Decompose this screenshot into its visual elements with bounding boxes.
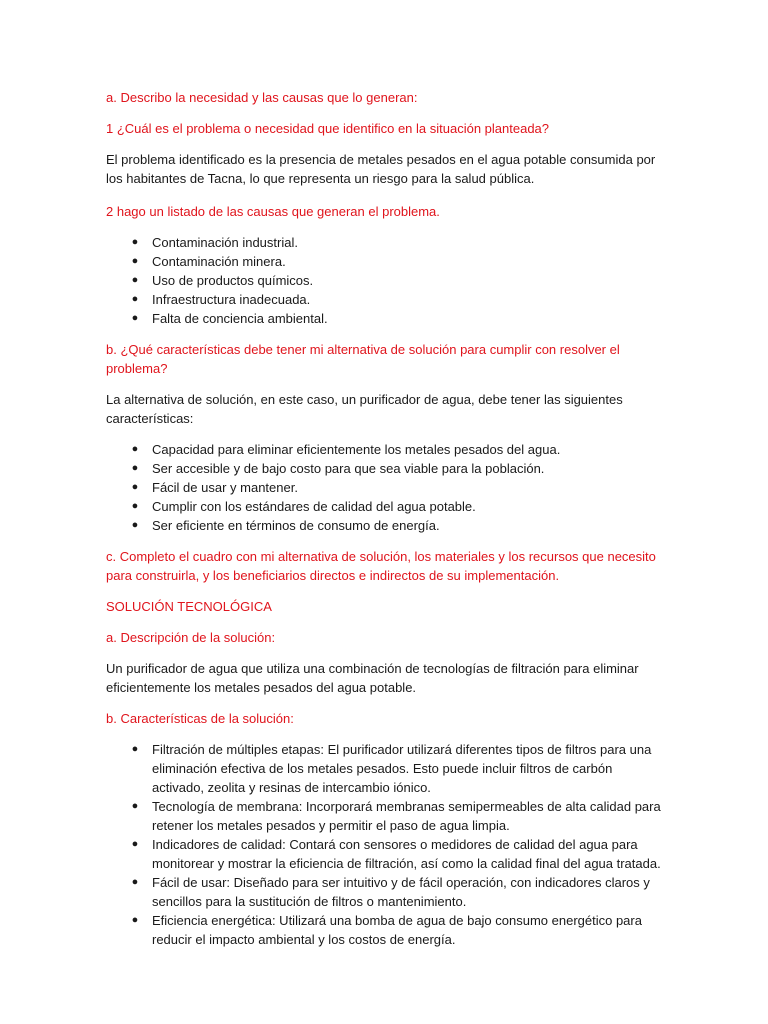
bullet-icon: ● <box>131 293 139 305</box>
bullet-icon: ● <box>131 800 139 812</box>
answer-1: El problema identificado es la presencia de metales pesados en el agua potable consumida por los habitantes de Tacna, lo que representa un riesgo para la salud pública. <box>106 152 656 186</box>
bullet-icon: ● <box>131 838 139 850</box>
heading-b: b. ¿Qué características debe tener mi alternativa de solución para cumplir con resolver el problema? <box>106 342 620 376</box>
description-text: Un purificador de agua que utiliza una combinación de tecnologías de filtración para eliminar eficientemente los metales pesados del agua potable. <box>106 661 639 695</box>
bullet-icon: ● <box>131 743 139 755</box>
solution-title: SOLUCIÓN TECNOLÓGICA <box>106 599 272 614</box>
list-item: ● Ser accesible y de bajo costo para que sea viable para la población. <box>131 461 545 476</box>
list-item: ● Infraestructura inadecuada. <box>131 292 311 307</box>
description-heading: a. Descripción de la solución: <box>106 630 276 645</box>
bullet-icon: ● <box>131 519 139 531</box>
list-item: ● Fácil de usar y mantener. <box>131 480 298 495</box>
heading-c: c. Completo el cuadro con mi alternativa de solución, los materiales y los recursos que necesito para construirla, y los beneficiarios directos e indirectos de su implementación. <box>106 549 656 583</box>
answer-b: La alternativa de solución, en este caso, un purificador de agua, debe tener las siguientes características: <box>106 392 623 426</box>
bullet-icon: ● <box>131 500 139 512</box>
bullet-icon: ● <box>131 312 139 324</box>
heading-a: a. Describo la necesidad y las causas que lo generan: <box>106 90 418 105</box>
list-item: ● Indicadores de calidad: Contará con sensores o medidores de calidad del agua para monitorear y mostrar la eficiencia de filtración, así como la calidad final del agua tratada. <box>131 837 661 871</box>
list-item: ● Contaminación industrial. <box>131 235 298 250</box>
bullet-icon: ● <box>131 255 139 267</box>
bullet-icon: ● <box>131 462 139 474</box>
characteristics-list <box>106 740 666 949</box>
list-item: ● Fácil de usar: Diseñado para ser intuitivo y de fácil operación, con indicadores claros y sencillos para la sustitución de filtros o mantenimiento. <box>131 875 650 909</box>
features-list <box>106 440 666 535</box>
list-item: ● Cumplir con los estándares de calidad del agua potable. <box>131 499 476 514</box>
document-page <box>106 88 666 949</box>
bullet-icon: ● <box>131 914 139 926</box>
list-item: ● Capacidad para eliminar eficientemente los metales pesados del agua. <box>131 442 561 457</box>
list-item: ● Ser eficiente en términos de consumo de energía. <box>131 518 440 533</box>
list-item: ● Contaminación minera. <box>131 254 286 269</box>
list-item: ● Eficiencia energética: Utilizará una bomba de agua de bajo consumo energético para reducir el impacto ambiental y los costos de energía. <box>131 913 642 947</box>
list-item: ● Filtración de múltiples etapas: El purificador utilizará diferentes tipos de filtros para una eliminación efectiva de los metales pesados. Esto puede incluir filtros de carbón activado, zeolita y resinas de intercambio iónico. <box>131 742 652 795</box>
question-1: 1 ¿Cuál es el problema o necesidad que identifico en la situación planteada? <box>106 121 550 136</box>
list-item: ● Falta de conciencia ambiental. <box>131 311 328 326</box>
bullet-icon: ● <box>131 481 139 493</box>
question-2: 2 hago un listado de las causas que generan el problema. <box>106 204 440 219</box>
bullet-icon: ● <box>131 236 139 248</box>
characteristics-heading: b. Características de la solución: <box>106 711 294 726</box>
causes-list <box>106 233 666 328</box>
bullet-icon: ● <box>131 876 139 888</box>
list-item: ● Tecnología de membrana: Incorporará membranas semipermeables de alta calidad para retener los metales pesados y permitir el paso de agua limpia. <box>131 799 661 833</box>
list-item: ● Uso de productos químicos. <box>131 273 314 288</box>
bullet-icon: ● <box>131 274 139 286</box>
bullet-icon: ● <box>131 443 139 455</box>
